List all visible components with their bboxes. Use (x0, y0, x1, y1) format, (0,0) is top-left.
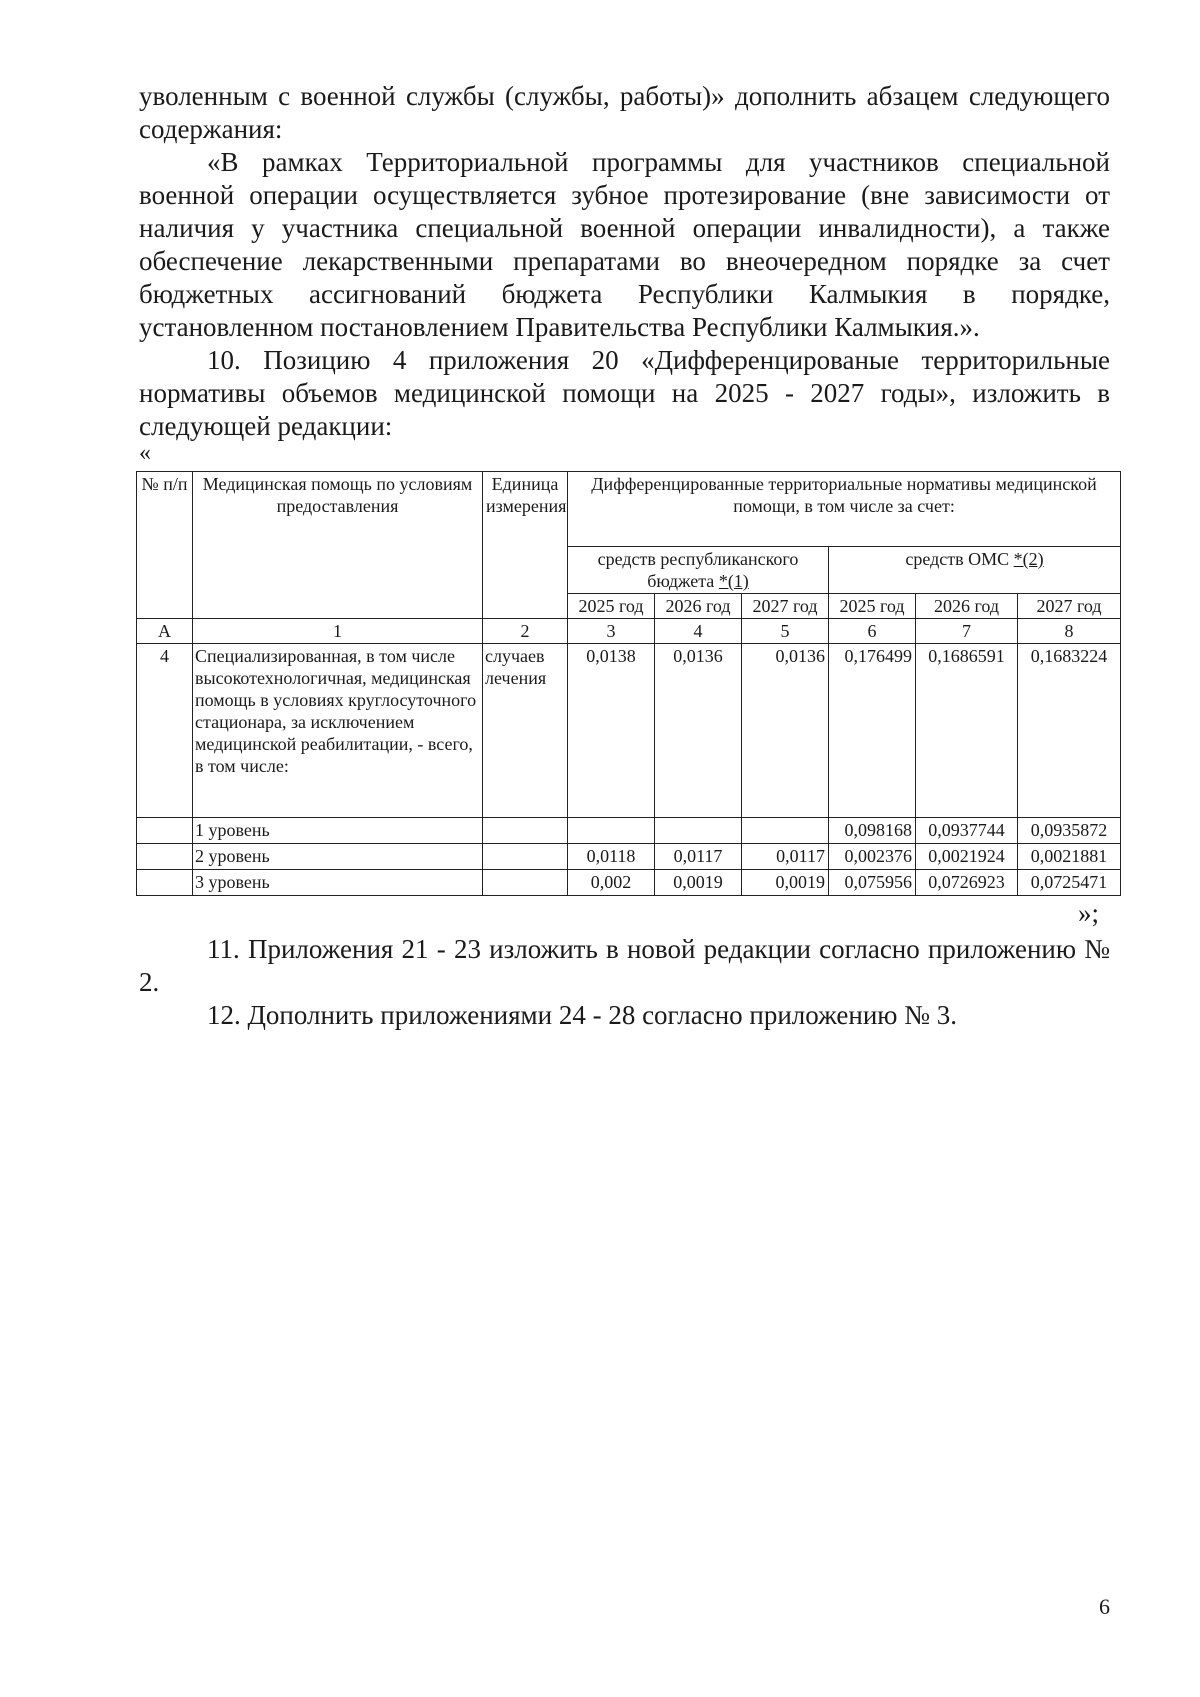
header-year: 2025 год (829, 594, 916, 619)
paragraph-item-11 (139, 933, 1110, 999)
col-num: 2 (483, 619, 568, 644)
row-value: 0,098168 (829, 818, 916, 844)
col-num: 3 (568, 619, 655, 644)
close-quote: »; (1078, 898, 1100, 928)
header-year: 2027 год (742, 594, 829, 619)
column-number-row (137, 619, 1121, 644)
row-value: 0,0117 (655, 844, 742, 870)
col-num: А (137, 619, 193, 644)
col-num: 8 (1018, 619, 1121, 644)
row-num: 4 (137, 644, 193, 818)
header-unit: Единица измерения (483, 472, 568, 619)
row-value: 0,0138 (568, 644, 655, 818)
paragraph-item-12 (139, 999, 1110, 1032)
header-budget-label: средств республиканского бюджета (597, 549, 799, 591)
header-oms-label: средств ОМС (905, 549, 1010, 569)
row-value: 0,002376 (829, 844, 916, 870)
header-year: 2025 год (568, 594, 655, 619)
row-value: 0,1683224 (1018, 644, 1121, 818)
page-number: 6 (1099, 1594, 1110, 1619)
row-name: 3 уровень (193, 870, 483, 896)
row-value: 0,0019 (655, 870, 742, 896)
header-norms: Дифференцированные территориальные нормативы медицинской помощи, в том числе за счет: (568, 472, 1121, 547)
row-value: 0,0019 (742, 870, 829, 896)
budget-footnote-ref: *(1) (718, 571, 749, 591)
row-unit (483, 870, 568, 896)
row-num (137, 818, 193, 844)
paragraph-text: 10. Позицию 4 приложения 20 «Дифференцированые территорильные нормативы объемов медицинской помощи на 2025 - 2027 годы», изложить в следующей редакции: (139, 345, 1110, 441)
open-quote: « (139, 440, 151, 466)
table-row (137, 644, 1121, 818)
row-value: 0,0117 (742, 844, 829, 870)
paragraph-item-10 (139, 344, 1110, 443)
row-value (655, 818, 742, 844)
row-value: 0,1686591 (916, 644, 1018, 818)
header-care-type: Медицинская помощь по условиям предоставления (193, 472, 483, 619)
table-row (137, 818, 1121, 844)
header-year: 2026 год (916, 594, 1018, 619)
row-value: 0,002 (568, 870, 655, 896)
row-value (742, 818, 829, 844)
header-year: 2027 год (1018, 594, 1121, 619)
row-value: 0,0935872 (1018, 818, 1121, 844)
row-name: 1 уровень (193, 818, 483, 844)
row-value: 0,0021924 (916, 844, 1018, 870)
col-num: 4 (655, 619, 742, 644)
row-value: 0,0726923 (916, 870, 1018, 896)
paragraph-text: уволенным с военной службы (службы, работы)» дополнить абзацем следующего содержания: (139, 81, 1110, 144)
row-value: 0,0725471 (1018, 870, 1121, 896)
paragraph-text: «В рамках Территориальной программы для участников специальной военной операции осуществляется зубное протезирование (вне зависимости от наличия у участника специальной военной операции инвалидности), а также обеспечение лекарственными препаратами во внеочередном порядке за счет бюджетных ассигнований бюджета Республики Калмыкия в порядке, установленном постановлением Правительства Республики Калмыкия.». (139, 147, 1110, 342)
row-value: 0,0136 (742, 644, 829, 818)
paragraph-text: 12. Дополнить приложениями 24 - 28 согласно приложению № 3. (207, 1000, 957, 1030)
row-unit (483, 844, 568, 870)
header-num: № п/п (137, 472, 193, 619)
col-num: 5 (742, 619, 829, 644)
header-oms (829, 547, 1121, 594)
paragraph-svo-provision (139, 146, 1110, 344)
row-unit: случаев лечения (483, 644, 568, 818)
header-budget (568, 547, 829, 594)
row-num (137, 870, 193, 896)
oms-footnote-ref: *(2) (1013, 549, 1044, 569)
row-name: 2 уровень (193, 844, 483, 870)
row-value: 0,0021881 (1018, 844, 1121, 870)
row-value: 0,0937744 (916, 818, 1018, 844)
col-num: 7 (916, 619, 1018, 644)
row-value: 0,176499 (829, 644, 916, 818)
table-row (137, 870, 1121, 896)
row-value (568, 818, 655, 844)
table-row (137, 844, 1121, 870)
row-num (137, 844, 193, 870)
norms-table (136, 471, 1121, 896)
paragraph-continuation (139, 80, 1110, 146)
row-unit (483, 818, 568, 844)
paragraph-text: 11. Приложения 21 - 23 изложить в новой редакции согласно приложению № 2. (139, 934, 1110, 997)
row-name: Специализированная, в том числе высокотехнологичная, медицинская помощь в условиях круглосуточного стационара, за исключением медицинской реабилитации, - всего, в том числе: (193, 644, 483, 818)
header-year: 2026 год (655, 594, 742, 619)
row-value: 0,075956 (829, 870, 916, 896)
col-num: 6 (829, 619, 916, 644)
row-value: 0,0136 (655, 644, 742, 818)
row-value: 0,0118 (568, 844, 655, 870)
col-num: 1 (193, 619, 483, 644)
